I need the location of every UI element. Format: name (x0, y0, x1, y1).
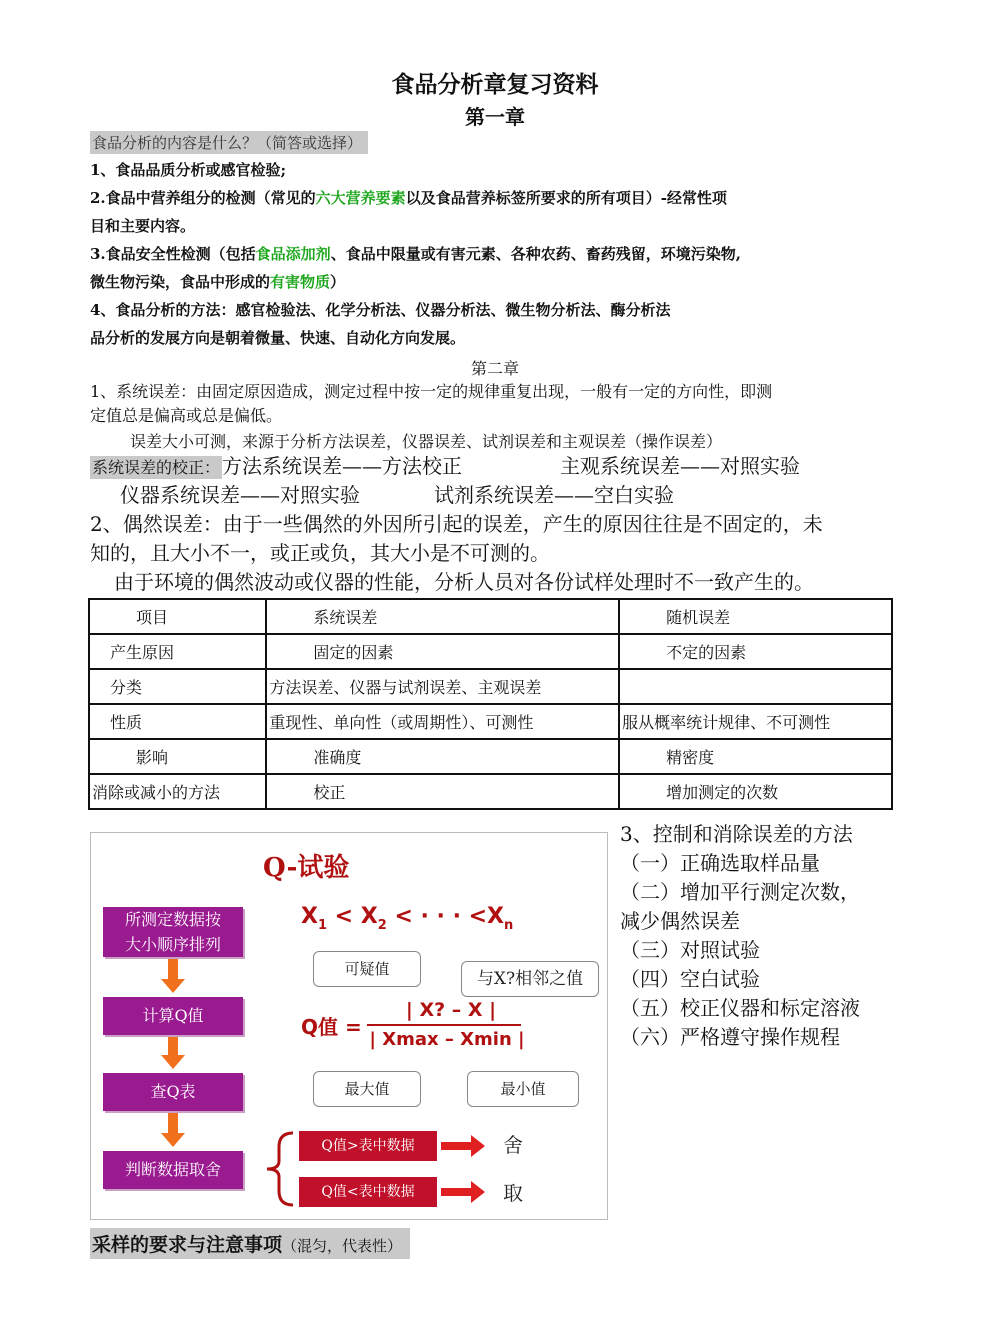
table-row (89, 739, 892, 774)
table-cell: 准确度 (266, 739, 619, 774)
flow-arrowhead-icon (161, 979, 185, 993)
table-cell: 校正 (266, 774, 619, 809)
control-method-item: （五）校正仪器和标定溶液 (620, 996, 860, 1020)
table-cell: 产生原因 (89, 634, 266, 669)
condition-reject-box: Q值>表中数据 (299, 1131, 437, 1161)
control-method-item: （二）增加平行测定次数， (620, 880, 860, 904)
table-row (89, 599, 892, 634)
table-cell: 服从概率统计规律、不可测性 (619, 704, 892, 739)
table-cell: 固定的因素 (266, 634, 619, 669)
systematic-error-line-2: 定值总是偏高或总是偏低。 (90, 406, 283, 425)
flow-arrow-icon (168, 1037, 178, 1057)
item2-highlight: 六大营养要素 (315, 189, 406, 207)
item3-post: 、食品中限量或有害元素、各种农药、畜药残留，环境污染物, (330, 245, 741, 263)
item3-line2-post: ） (330, 273, 346, 291)
brace-icon (263, 1129, 297, 1209)
table-cell: 系统误差 (266, 599, 619, 634)
content-item-5: 品分析的发展方向是朝着微量、快速、自动化方向发展。 (90, 329, 466, 347)
condition-keep-box: Q值<表中数据 (299, 1177, 437, 1207)
callout-min-value: 最小值 (467, 1071, 579, 1107)
item3-highlight: 食品添加剂 (255, 245, 331, 263)
chapter1-heading: 第一章 (465, 105, 525, 129)
svg-text:X1 < X2 < · · · <Xn: $X_1 < X_2$ < · · · $<X_n$ (301, 904, 514, 933)
keep-arrow-icon (441, 1188, 471, 1196)
keep-arrowhead-icon (471, 1181, 485, 1203)
table-row (89, 669, 892, 704)
table-cell: 随机误差 (619, 599, 892, 634)
table-cell: 增加测定的次数 (619, 774, 892, 809)
correction-method: 方法系统误差——方法校正 (222, 454, 463, 478)
content-item-2-line2: 目和主要内容。 (90, 217, 196, 235)
table-row (89, 634, 892, 669)
table-cell: 分类 (89, 669, 266, 704)
flow-arrowhead-icon (161, 1133, 185, 1147)
table-cell: 项目 (89, 599, 266, 634)
chapter2-heading: 第二章 (470, 359, 519, 378)
table-cell (619, 669, 892, 704)
table-cell: 不定的因素 (619, 634, 892, 669)
flow-step-sort (103, 907, 243, 957)
content-item-3 (90, 240, 741, 268)
callout-max-value: 最大值 (313, 1071, 421, 1107)
content-item-1: 1、食品品质分析或感官检验; (90, 161, 286, 179)
random-error-line-2: 知的，且大小不一，或正或负，其大小是不可测的。 (90, 541, 550, 565)
table-cell: 影响 (89, 739, 266, 774)
flow-step-sort-line1: 所测定数据按 (124, 910, 221, 929)
diagram-title: Q-试验 (263, 853, 350, 883)
control-methods-heading: 3、控制和消除误差的方法 (620, 822, 853, 846)
flow-arrow-icon (168, 1113, 178, 1135)
flow-arrow-icon (168, 959, 178, 981)
callout-suspect-value: 可疑值 (313, 951, 421, 987)
flow-step-lookup: 查Q表 (103, 1073, 243, 1111)
control-method-item: （四）空白试验 (620, 967, 760, 991)
correction-instrument: 仪器系统误差——对照实验 (120, 483, 360, 507)
fraction-bar (367, 1024, 521, 1026)
sorted-sequence-formula (301, 895, 514, 935)
result-reject: 舍 (503, 1133, 523, 1157)
item3-pre: 3.食品安全性检测（包括 (90, 245, 256, 263)
flow-step-calc: 计算Q值 (103, 997, 243, 1035)
callout-adjacent-value: 与X?相邻之值 (461, 961, 599, 997)
flow-arrowhead-icon (161, 1055, 185, 1069)
flow-step-sort-line2: 大小顺序排列 (124, 935, 221, 954)
systematic-error-line-1: 1、系统误差：由固定原因造成，测定过程中按一定的规律重复出现，一般有一定的方向性，即测 (90, 382, 773, 401)
control-method-item: （一）正确选取样品量 (620, 851, 820, 875)
q-value-label: Q值 = (301, 1015, 362, 1039)
item3-line2-pre: 微生物污染，食品中形成的 (90, 273, 271, 291)
sampling-heading (90, 1228, 410, 1259)
table-cell: 重现性、单向性（或周期性）、可测性 (266, 704, 619, 739)
correction-label: 系统误差的校正： (92, 458, 221, 477)
table-row (89, 774, 892, 809)
error-comparison-table (88, 598, 893, 810)
flow-step-decide: 判断数据取舍 (103, 1151, 243, 1189)
correction-row-1 (90, 452, 462, 481)
item2-pre: 2.食品中营养组分的检测（常见的 (90, 189, 316, 207)
document-title: 食品分析章复习资料 (391, 71, 599, 98)
q-denominator: | Xmax – Xmin | (369, 1029, 525, 1050)
question-heading: 食品分析的内容是什么？（简答或选择） (90, 131, 368, 154)
random-error-line-1: 2、偶然误差：由于一些偶然的外因所引起的误差，产生的原因往往是不固定的，未 (90, 512, 823, 536)
correction-subjective: 主观系统误差——对照实验 (560, 454, 800, 478)
table-cell: 性质 (89, 704, 266, 739)
correction-reagent: 试剂系统误差——空白实验 (434, 483, 674, 507)
sampling-title: 采样的要求与注意事项 (92, 1234, 283, 1256)
systematic-error-line-3: 误差大小可测，来源于分析方法误差，仪器误差、试剂误差和主观误差（操作误差） (130, 432, 723, 451)
table-row (89, 704, 892, 739)
content-item-4: 4、食品分析的方法：感官检验法、化学分析法、仪器分析法、微生物分析法、酶分析法 (90, 301, 671, 319)
table-cell: 精密度 (619, 739, 892, 774)
sampling-note: （混匀，代表性） (282, 1237, 403, 1255)
control-method-item: （六）严格遵守操作规程 (620, 1025, 840, 1049)
content-item-2 (90, 184, 727, 212)
q-numerator: | X? – X | (405, 999, 497, 1021)
reject-arrowhead-icon (471, 1135, 485, 1157)
table-cell: 方法误差、仪器与试剂误差、主观误差 (266, 669, 619, 704)
item3-line2-highlight: 有害物质 (270, 273, 331, 291)
random-error-line-3: 由于环境的偶然波动或仪器的性能，分析人员对各份试样处理时不一致产生的。 (114, 570, 814, 594)
reject-arrow-icon (441, 1142, 471, 1150)
table-cell: 消除或减小的方法 (89, 774, 266, 809)
control-method-item: 减少偶然误差 (620, 909, 740, 933)
content-item-3-line2 (90, 268, 345, 296)
control-method-item: （三）对照试验 (620, 938, 760, 962)
result-keep: 取 (503, 1181, 523, 1205)
q-test-diagram (90, 832, 608, 1220)
item2-post: 以及食品营养标签所要求的所有项目）-经常性项 (405, 189, 727, 207)
